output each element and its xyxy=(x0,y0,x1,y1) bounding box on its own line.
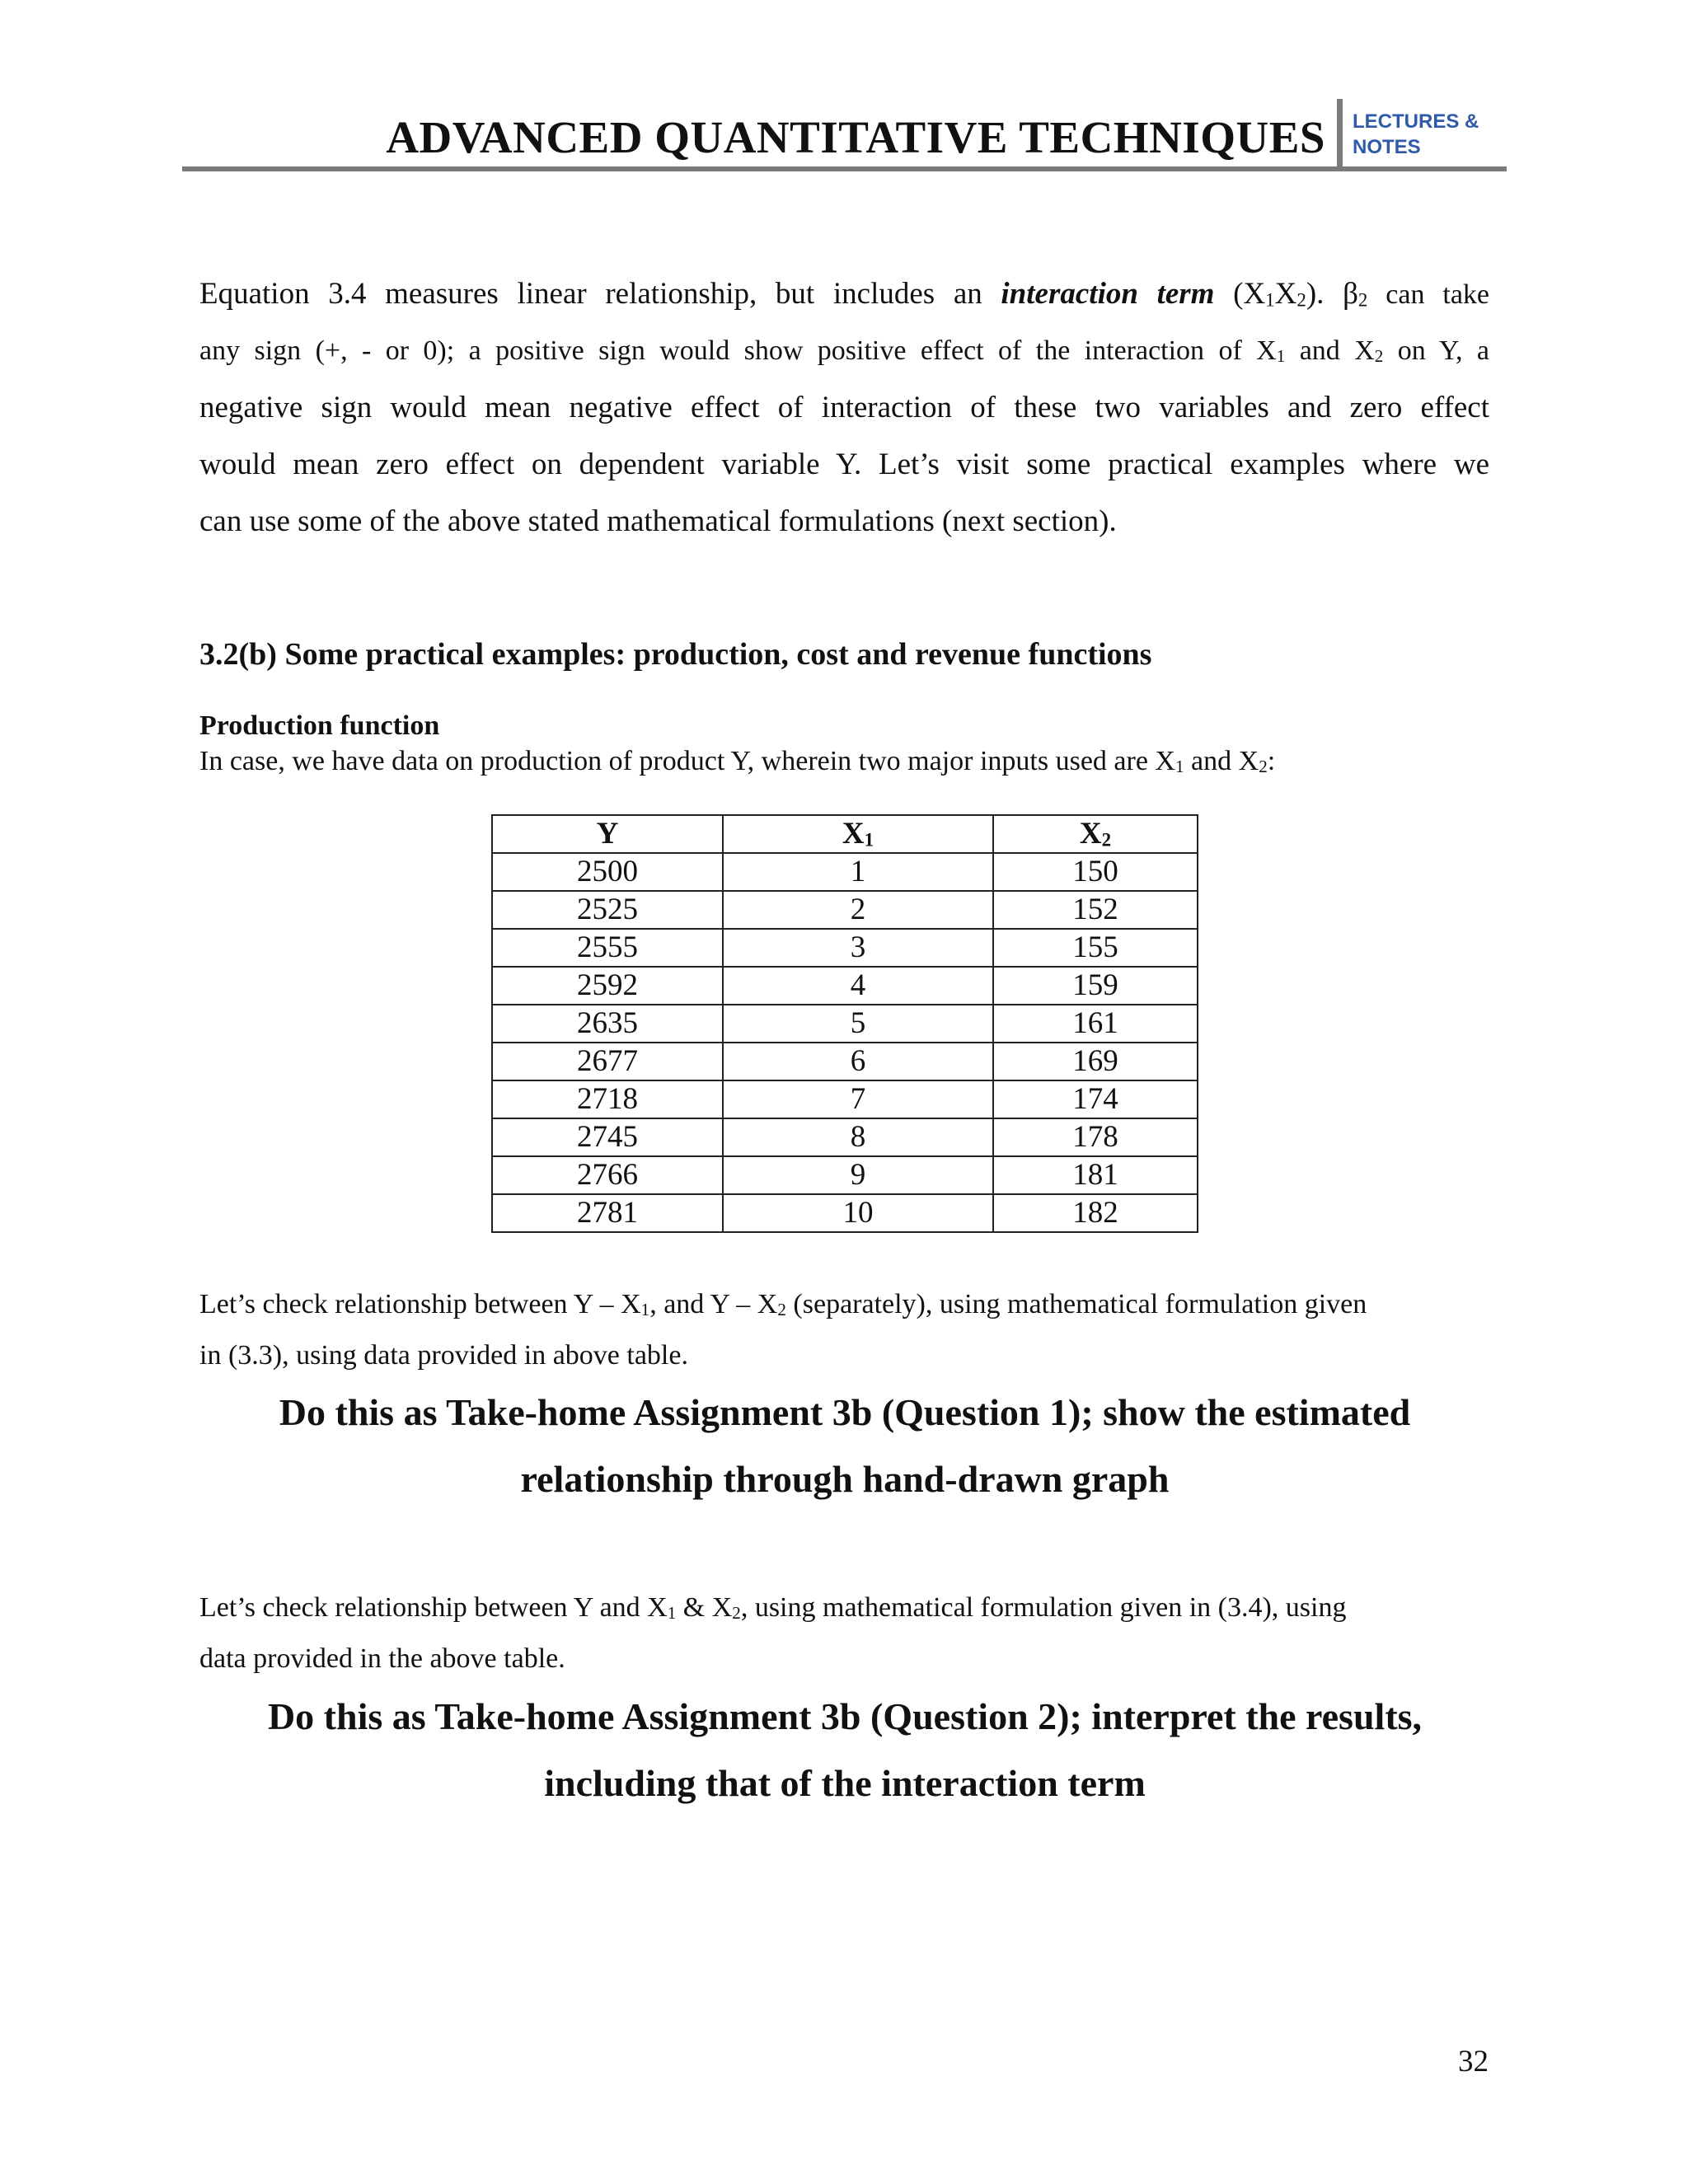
cell-y: 2525 xyxy=(492,891,723,929)
cell-x2: 181 xyxy=(993,1156,1198,1194)
header-tag-line1: LECTURES & xyxy=(1353,110,1479,133)
table-row xyxy=(492,853,1198,891)
cell-x1: 1 xyxy=(723,853,993,891)
table-row xyxy=(492,891,1198,929)
cell-x1: 2 xyxy=(723,891,993,929)
assignment-1 xyxy=(165,1379,1525,1512)
intro-line: Equation 3.4 measures linear relationship, but includes an interaction term $(X_1X_2)$. $\beta_2$ can take xyxy=(199,277,1489,311)
header-tag-line2: NOTES xyxy=(1353,136,1421,158)
intro-line: would mean zero effect on dependent variable Y. Let’s visit some practical examples where we xyxy=(199,448,1489,481)
page-number: 32 xyxy=(1458,2045,1489,2079)
lead-sentence: In case, we have data on production of product Y, wherein two major inputs used are $X_1$ and $X_2$: xyxy=(199,746,1276,777)
assignment-1-line2: relationship through hand-drawn graph xyxy=(520,1458,1170,1500)
interaction-term: interaction term xyxy=(1001,277,1215,311)
cell-x1: 7 xyxy=(723,1080,993,1118)
cell-x1: 10 xyxy=(723,1194,993,1232)
intro-paragraph xyxy=(199,272,1489,556)
production-data-table xyxy=(491,814,1198,1233)
cell-y: 2592 xyxy=(492,967,723,1005)
table-header-row xyxy=(492,815,1198,853)
intro-line: can use some of the above stated mathematical formulations (next section). xyxy=(199,504,1117,538)
cell-y: 2635 xyxy=(492,1005,723,1043)
cell-y: 2781 xyxy=(492,1194,723,1232)
cell-x2: 152 xyxy=(993,891,1198,929)
cell-x2: 182 xyxy=(993,1194,1198,1232)
table-row xyxy=(492,1043,1198,1080)
cell-y: 2766 xyxy=(492,1156,723,1194)
cell-x2: 174 xyxy=(993,1080,1198,1118)
table-row xyxy=(492,1156,1198,1194)
table-row xyxy=(492,967,1198,1005)
column-header-x1: $X_1$ xyxy=(723,815,993,853)
cell-x1: 6 xyxy=(723,1043,993,1080)
cell-y: 2555 xyxy=(492,929,723,967)
header-rule xyxy=(182,166,1507,171)
assignment-2 xyxy=(165,1683,1525,1816)
table-row xyxy=(492,1080,1198,1118)
table-row xyxy=(492,1118,1198,1156)
cell-y: 2718 xyxy=(492,1080,723,1118)
subsection-heading: Production function xyxy=(199,710,440,741)
cell-x2: 155 xyxy=(993,929,1198,967)
cell-x2: 161 xyxy=(993,1005,1198,1043)
column-header-x2: $X_2$ xyxy=(993,815,1198,853)
cell-x1: 9 xyxy=(723,1156,993,1194)
cell-x2: 159 xyxy=(993,967,1198,1005)
table-row xyxy=(492,1194,1198,1232)
cell-y: 2745 xyxy=(492,1118,723,1156)
cell-x1: 4 xyxy=(723,967,993,1005)
assignment-2-line2: including that of the interaction term xyxy=(544,1762,1146,1804)
table-body xyxy=(492,853,1198,1232)
cell-x2: 178 xyxy=(993,1118,1198,1156)
page-header xyxy=(182,99,1507,173)
column-header-y: Y xyxy=(492,815,723,853)
assignment-1-line1: Do this as Take-home Assignment 3b (Question 1); show the estimated xyxy=(279,1391,1411,1433)
check-paragraph-1 xyxy=(199,1279,1485,1381)
cell-x1: 5 xyxy=(723,1005,993,1043)
cell-y: 2677 xyxy=(492,1043,723,1080)
header-title: ADVANCED QUANTITATIVE TECHNIQUES xyxy=(386,112,1325,162)
cell-x2: 150 xyxy=(993,853,1198,891)
intro-line: any sign (+, - or 0); a positive sign would show positive effect of the interaction of $X_1$ and $X_2$ on Y, a xyxy=(199,335,1490,367)
cell-x1: 3 xyxy=(723,929,993,967)
cell-x1: 8 xyxy=(723,1118,993,1156)
header-separator xyxy=(1337,99,1343,171)
assignment-2-line1: Do this as Take-home Assignment 3b (Question 2); interpret the results, xyxy=(267,1695,1423,1737)
header-tag xyxy=(1353,109,1479,160)
check2-line1: Let’s check relationship between Y and $X_1$ & $X_2$, using mathematical formulation given in (3.4), using xyxy=(199,1592,1347,1624)
check1-line1: Let’s check relationship between Y – $X_1$, and Y – $X_2$ (separately), using mathematical formulation given xyxy=(199,1289,1367,1320)
section-heading: 3.2(b) Some practical examples: production, cost and revenue functions xyxy=(199,637,1152,672)
check2-line2: data provided in the above table. xyxy=(199,1643,565,1674)
intro-line: negative sign would mean negative effect of interaction of these two variables and zero effect xyxy=(199,391,1489,424)
table-row xyxy=(492,929,1198,967)
table-row xyxy=(492,1005,1198,1043)
check1-line2: in (3.3), using data provided in above table. xyxy=(199,1340,688,1371)
cell-x2: 169 xyxy=(993,1043,1198,1080)
cell-y: 2500 xyxy=(492,853,723,891)
check-paragraph-2 xyxy=(199,1582,1485,1685)
